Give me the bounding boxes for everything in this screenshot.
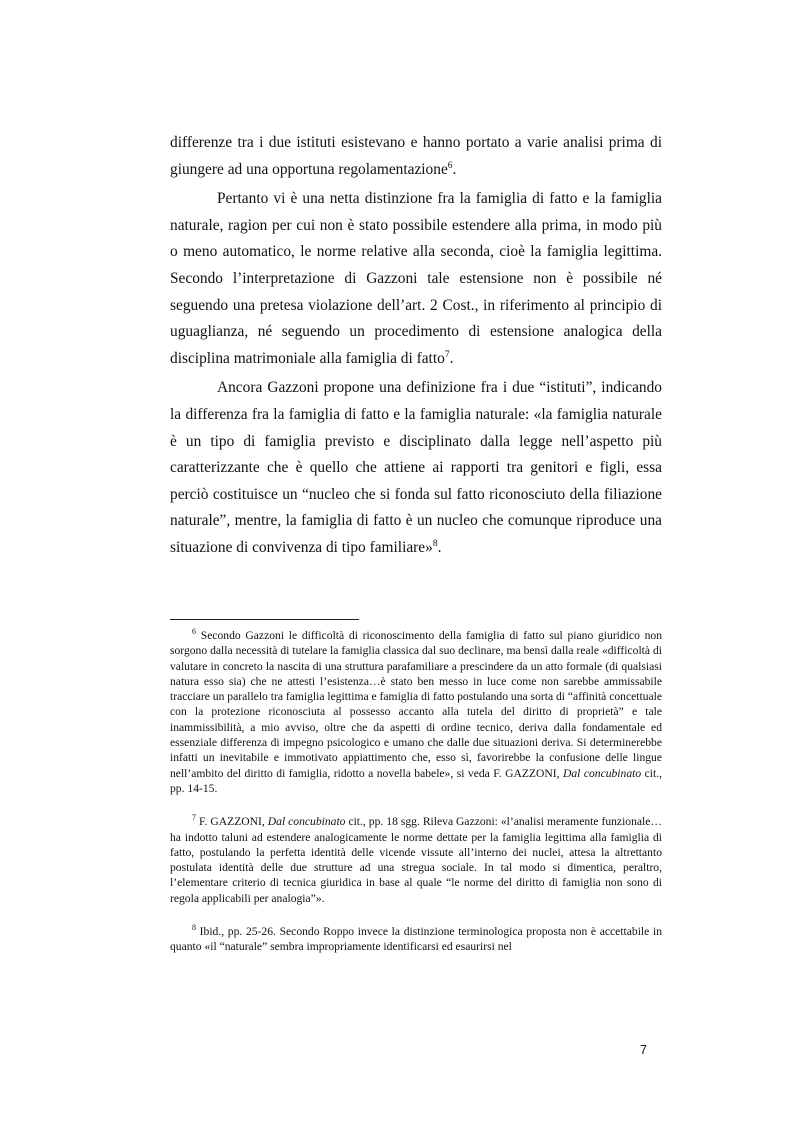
footnote-separator <box>170 619 359 620</box>
page-number: 7 <box>640 1043 647 1057</box>
paragraph-3 <box>170 375 662 561</box>
footnote-number: 6 <box>192 627 196 637</box>
footnote-number: 7 <box>192 813 196 823</box>
paragraph-1-tail: . <box>452 160 457 178</box>
footnote-ref-6[interactable]: 6 <box>447 160 453 171</box>
footnote-text: Ibid., pp. 25-26. Secondo Roppo invece la distinzione terminologica proposta non è accettabile in quanto «il “naturale” sembra impropriamente identificarsi ed esaurirsi nel <box>170 925 662 954</box>
footnote-text-end: cit., pp. 18 sgg. Rileva Gazzoni: «l’analisi meramente funzionale…ha indotto taluni ad estendere analogicamente le norme dettate per la famiglia legittima alla famiglia di fatto, postulando la perfetta identità delle vicende vissute all’interno dei nuclei, attesa la altrettanto postulata identità delle due strutture ad una stregua sociale. In tal modo si dimentica, peraltro, l’elementare criterio di tecnica giuridica in base al quale “le norme del diritto di famiglia non sono di regola applicabili per analogia”». <box>170 815 662 905</box>
footnote-number: 8 <box>192 923 196 933</box>
main-text <box>170 130 662 562</box>
paragraph-3-text: Ancora Gazzoni propone una definizione fra i due “istituti”, indicando la differenza fra la famiglia di fatto e la famiglia naturale: «la famiglia naturale è un tipo di famiglia previsto e disciplinato dalla legge nell’aspetto più caratterizzante che è quello che attiene ai rapporti tra genitori e figli, essa perciò costituisce un “nucleo che si fonda sul fatto riconosciuto della filiazione naturale”, mentre, la famiglia di fatto è un nucleo che comunque riproduce una situazione di convivenza di tipo familiare» <box>170 379 662 556</box>
footnotes <box>170 628 662 973</box>
paragraph-1 <box>170 130 662 183</box>
footnote-title: Dal concubinato <box>267 815 346 829</box>
footnote-text: F. GAZZONI, <box>198 815 268 829</box>
paragraph-2-text: Pertanto vi è una netta distinzione fra la famiglia di fatto e la famiglia naturale, ragion per cui non è stato possibile estendere alla prima, in modo più o meno automatico, le norme relative alla seconda, cioè la famiglia legittima. Secondo l’interpretazione di Gazzoni tale estensione non è possibile né seguendo una pretesa violazione dell’art. 2 Cost., in riferimento al principio di uguaglianza, né seguendo un procedimento di estensione analogica della disciplina matrimoniale alla famiglia di fatto <box>170 190 662 367</box>
footnote-text: Secondo Gazzoni le difficoltà di riconoscimento della famiglia di fatto sul piano giuridico non sorgono dalla necessità di tutelare la famiglia classica dal suo declinare, ma bensì dalla reale «difficoltà di valutare in concreto la nascita di una struttura parafamiliare a prescindere da un atto formale (di qualsiasi natura esso sia) che ne attesti l’esistenza…è stato ben messo in luce come non sarebbe ammissabile tracciare un parallelo tra famiglia legittima e famiglia di fatto postulando una sorta di “affinità concettuale con la protezione riconosciuta al possesso accanto alla tutela del diritto di proprietà” e tale inammissibilità, a mio avviso, oltre che da aspetti di ordine tecnico, deriva dalla fondamentale ed essenziale differenza di impegno psicologico e umano che dalle due situazioni deriva. Si determinerebbe infatti un inevitabile e immotivato appiattimento che, esso sì, favorirebbe la confusione delle lingue nell’ambito del diritto di famiglia, ridotto a novella babele», si veda F. GAZZONI, <box>170 629 662 780</box>
paragraph-2 <box>170 186 662 372</box>
footnote-6 <box>170 628 662 796</box>
footnote-8 <box>170 924 662 955</box>
footnote-text-end: cit., pp. 14-15. <box>170 766 662 795</box>
footnote-ref-7[interactable]: 7 <box>444 349 450 360</box>
footnote-title: Dal concubinato <box>562 766 642 780</box>
footnote-ref-8[interactable]: 8 <box>432 538 438 549</box>
paragraph-1-text: differenze tra i due istituti esistevano e hanno portato a varie analisi prima di giungere ad una opportuna regolamentazione <box>170 134 662 178</box>
paragraph-3-tail: . <box>437 538 442 556</box>
paragraph-2-tail: . <box>449 349 454 367</box>
footnote-7 <box>170 814 662 906</box>
